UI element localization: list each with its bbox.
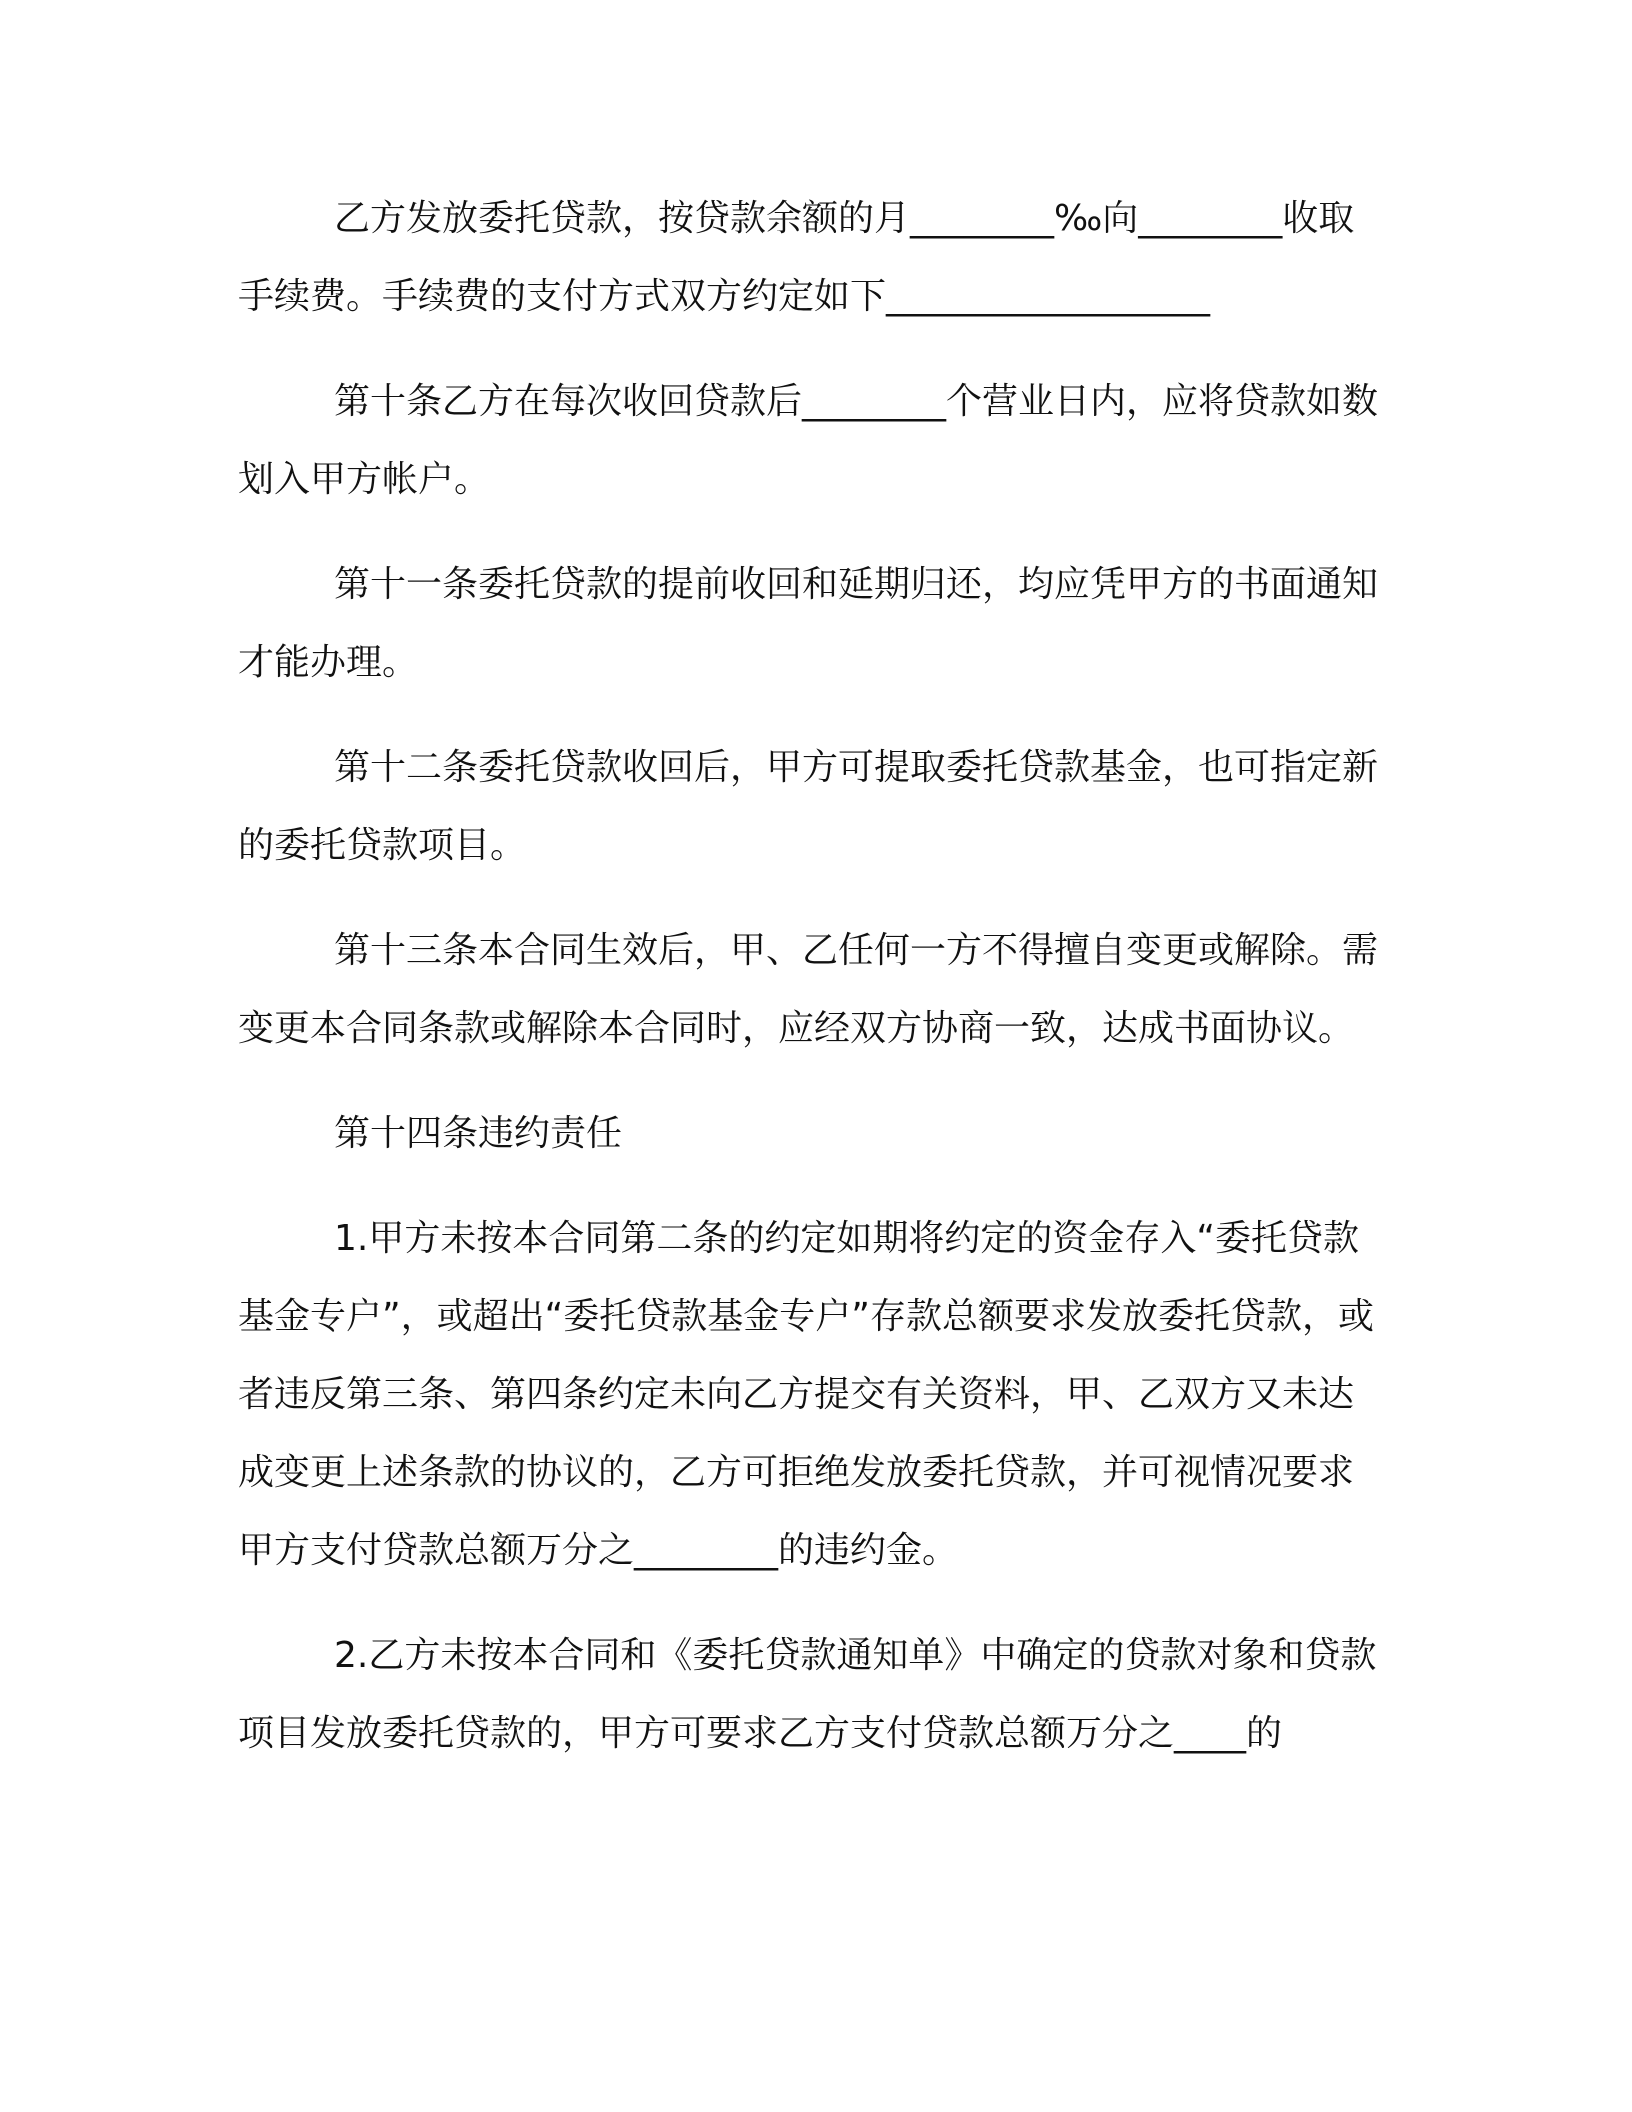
article-11-paragraph: 第十一条委托贷款的提前收回和延期归还，均应凭甲方的书面通知才能办理。	[238, 564, 1379, 683]
article-13-paragraph: 第十三条本合同生效后，甲、乙任何一方不得擅自变更或解除。需变更本合同条款或解除本合同时，应经双方协商一致，达成书面协议。	[238, 930, 1379, 1049]
document-body	[238, 180, 1378, 1800]
article-14-heading: 第十四条违约责任	[334, 1113, 623, 1154]
article-10-paragraph: 第十条乙方在每次收回贷款后________个营业日内，应将贷款如数划入甲方帐户。	[238, 381, 1379, 500]
fee-clause-paragraph: 乙方发放委托贷款，按贷款余额的月________‰向________收取手续费。手续费的支付方式双方约定如下__________________	[238, 198, 1355, 317]
article-12-paragraph: 第十二条委托贷款收回后，甲方可提取委托贷款基金，也可指定新的委托贷款项目。	[238, 747, 1379, 866]
article-14-item-2-paragraph: 2.乙方未按本合同和《委托贷款通知单》中确定的贷款对象和贷款项目发放委托贷款的，甲方可要求乙方支付贷款总额万分之____的	[238, 1635, 1377, 1754]
article-14-item-1-paragraph: 1.甲方未按本合同第二条的约定如期将约定的资金存入“委托贷款基金专户”，或超出“委托贷款基金专户”存款总额要求发放委托贷款，或者违反第三条、第四条约定未向乙方提交有关资料，甲、乙双方又未达成变更上述条款的协议的，乙方可拒绝发放委托贷款，并可视情况要求甲方支付贷款总额万分之________的违约金。	[238, 1218, 1374, 1571]
